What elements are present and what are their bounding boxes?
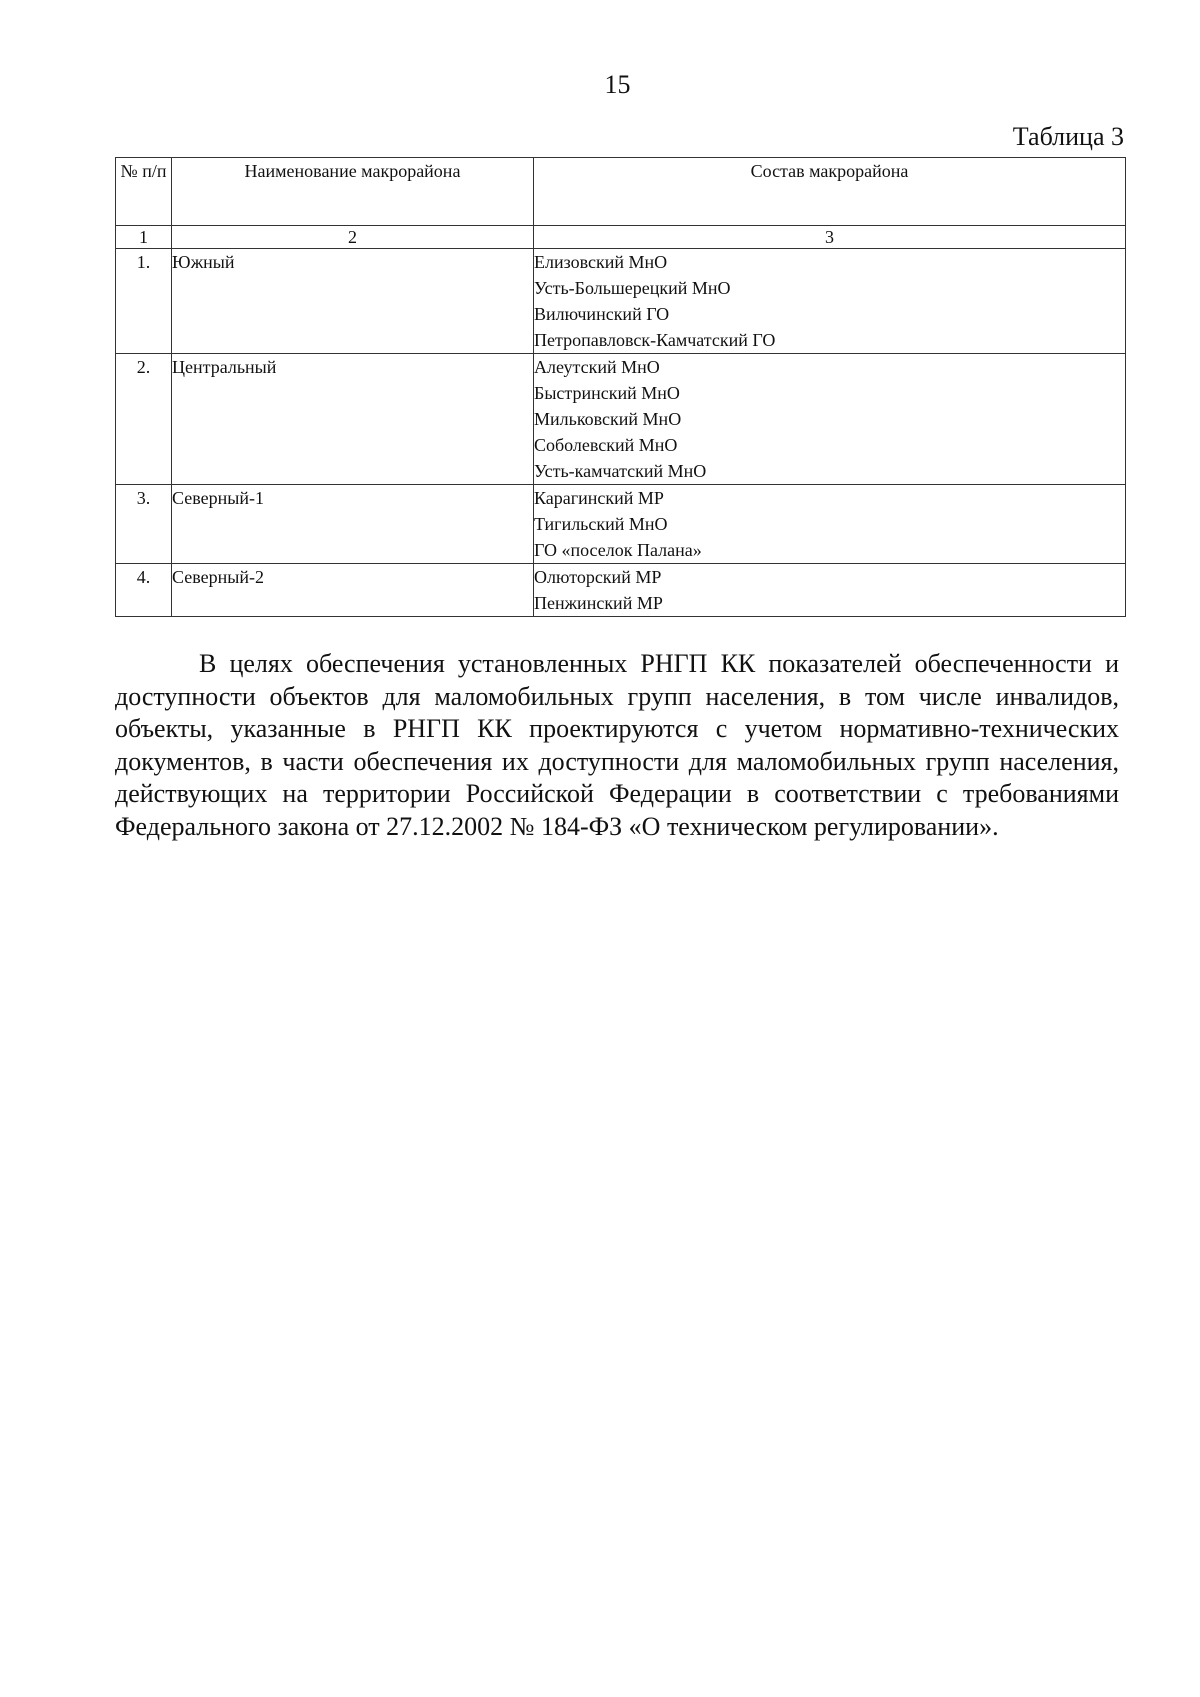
member-item: Вилючинский ГО (534, 304, 670, 324)
member-item: Усть-Большерецкий МнО (534, 278, 731, 298)
table-header-row (116, 158, 1126, 226)
member-item: Карагинский МР (534, 488, 664, 508)
header-members: Состав макрорайона (534, 158, 1126, 226)
member-item: Соболевский МнО (534, 435, 678, 455)
macro-district-members (534, 564, 1126, 617)
macro-district-name: Северный-2 (172, 564, 534, 617)
macro-district-members (534, 354, 1126, 485)
column-number-row (116, 226, 1126, 249)
member-item: Пенжинский МР (534, 593, 663, 613)
macro-district-name: Центральный (172, 354, 534, 485)
member-item: ГО «поселок Палана» (534, 540, 702, 560)
page-number: 15 (604, 70, 631, 99)
header-num: № п/п (116, 158, 172, 226)
macro-district-name: Северный-1 (172, 485, 534, 564)
macro-district-table (115, 157, 1126, 617)
macro-district-name: Южный (172, 249, 534, 354)
row-number: 3. (116, 485, 172, 564)
member-item: Усть-камчатский МнО (534, 461, 707, 481)
table-row (116, 564, 1126, 617)
table-row (116, 354, 1126, 485)
row-number: 1. (116, 249, 172, 354)
member-item: Петропавловск-Камчатский ГО (534, 330, 776, 350)
column-number-2: 2 (172, 226, 534, 249)
macro-district-members (534, 485, 1126, 564)
table-caption: Таблица 3 (1012, 122, 1124, 151)
table-row (116, 485, 1126, 564)
body-paragraph: В целях обеспечения установленных РНГП КК показателей обеспеченности и доступности объектов для маломобильных групп населения, в том числе инвалидов, объекты, указанные в РНГП КК проектируются с учетом нормативно-технических документов, в части обеспечения их доступности для маломобильных групп населения, действующих на территории Российской Федерации в соответствии с требованиями Федерального закона от 27.12.2002 № 184-ФЗ «О техническом регулировании». (115, 649, 1119, 841)
member-item: Алеутский МнО (534, 357, 660, 377)
member-item: Быстринский МнО (534, 383, 680, 403)
row-number: 4. (116, 564, 172, 617)
column-number-3: 3 (534, 226, 1126, 249)
member-item: Елизовский МнО (534, 252, 668, 272)
column-number-1: 1 (116, 226, 172, 249)
member-item: Олюторский МР (534, 567, 662, 587)
table-body (116, 249, 1126, 617)
header-name: Наименование макрорайона (172, 158, 534, 226)
macro-district-members (534, 249, 1126, 354)
row-number: 2. (116, 354, 172, 485)
table-row (116, 249, 1126, 354)
member-item: Тигильский МнО (534, 514, 668, 534)
member-item: Мильковский МнО (534, 409, 682, 429)
